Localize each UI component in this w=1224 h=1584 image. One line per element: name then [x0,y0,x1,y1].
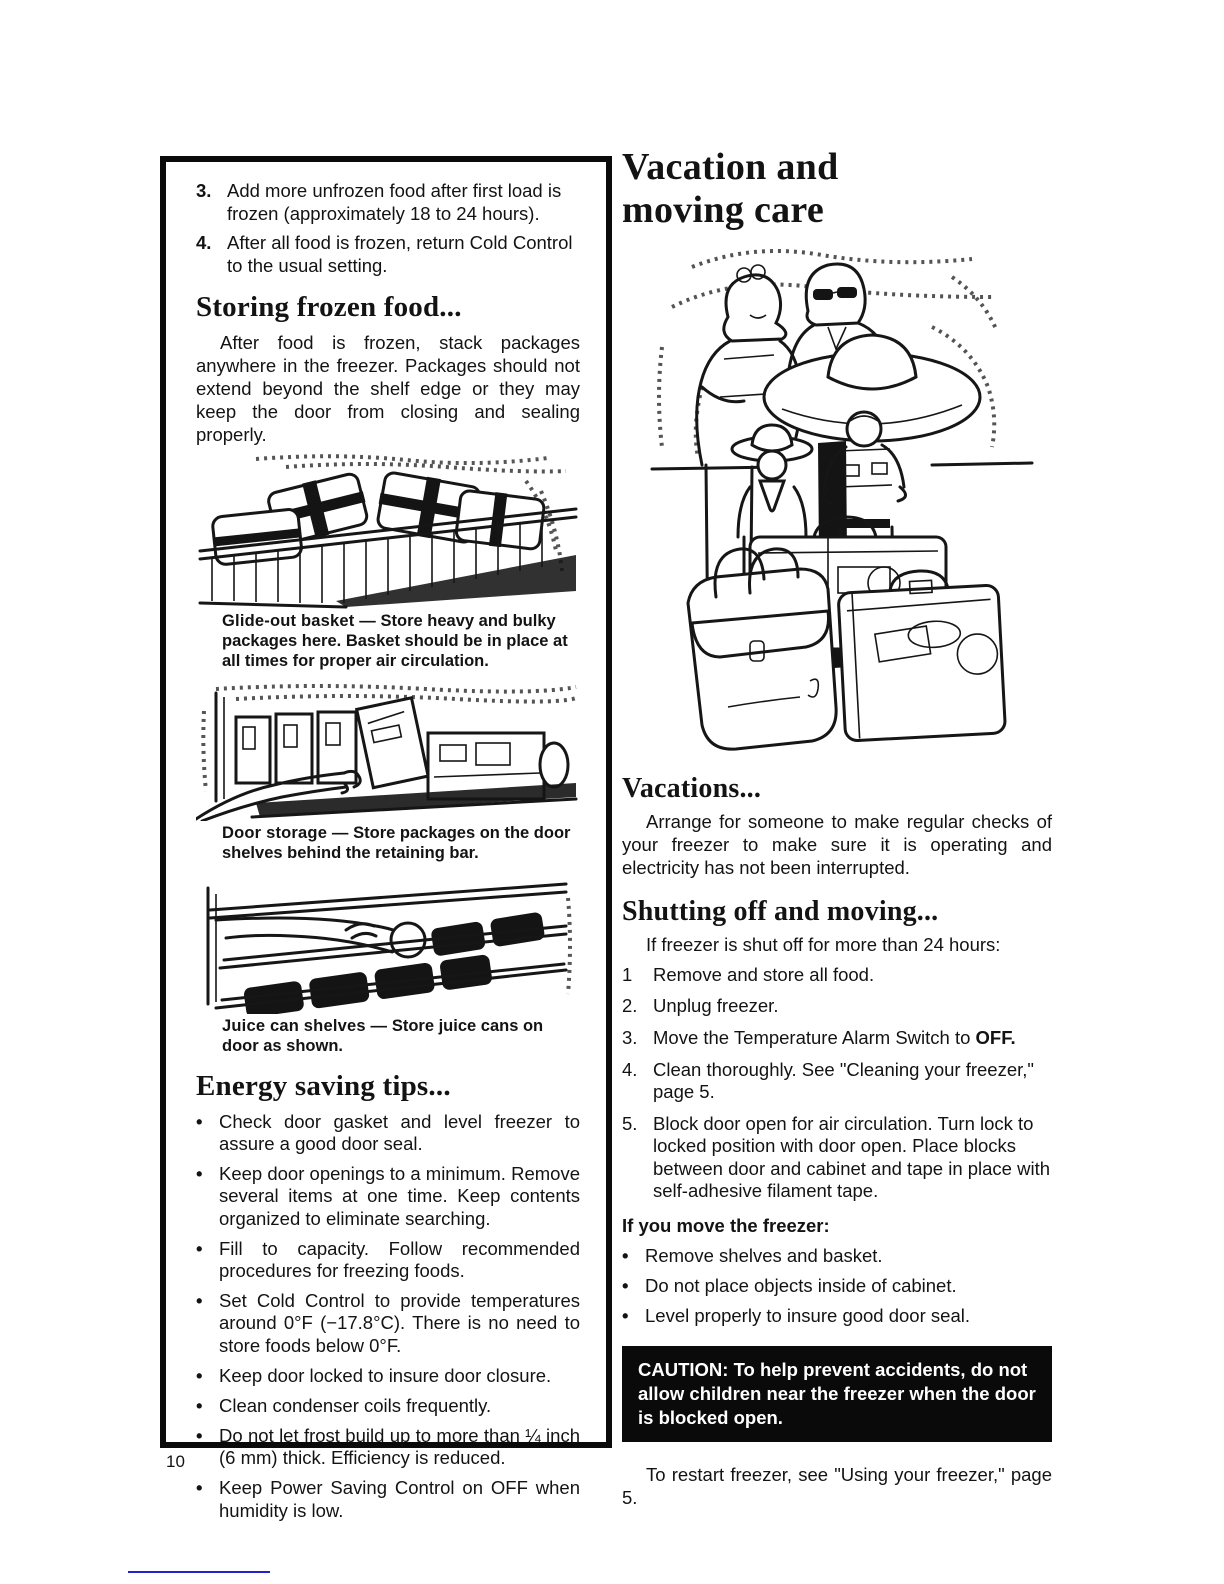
section-title-energy: Energy saving tips... [196,1069,451,1102]
step-text: Add more unfrozen food after first load is frozen (approximately 18 to 24 hours). [227,180,562,224]
caution-box: CAUTION: To help prevent accidents, do not allow children near the freezer when the door is blocked open. [622,1346,1052,1442]
title-line-1: Vacation and [622,146,839,188]
tip-text: Clean condenser coils frequently. [219,1394,492,1416]
shutting-steps-list [622,964,1052,1203]
caption-lead: Glide-out basket — [222,611,376,630]
step-number: 3. [196,180,212,201]
vacations-paragraph: Arrange for someone to make regular checks of your freezer to make sure it is operating and electricity has not been interrupted. [622,811,1052,878]
tip-text: Fill to capacity. Follow recommended procedures for freezing foods. [219,1237,580,1281]
caption-lead: Juice can shelves — [222,1016,388,1035]
door-storage-illustration [196,681,580,821]
caption-text: Store juice cans on door as shown. [222,1016,544,1055]
family-vacation-illustration [632,237,1052,757]
tip-text: Keep door locked to insure door closure. [219,1364,552,1386]
glide-out-basket-illustration [196,451,580,609]
list-item [622,1113,1052,1203]
tip-text: Do not let frost build up to more than ¼ inch (6 mm) thick. Efficiency is reduced. [219,1425,580,1469]
list-item [196,1395,580,1417]
section-title-shutting: Shutting off and moving... [622,895,939,927]
list-item [196,1163,580,1230]
list-item [196,1365,580,1387]
right-column [622,146,1052,1512]
move-freezer-list [622,1245,1052,1328]
tip-text: Keep door openings to a minimum. Remove several items at one time. Keep contents organized to eliminate searching. [219,1163,580,1229]
figure-caption [196,823,580,863]
step-text [653,1113,1052,1203]
caption-text: Store packages on the door shelves behind the retaining bar. [222,824,571,863]
energy-tips-list [196,1111,580,1522]
step-text-main: Remove and store all food. [653,963,875,985]
list-item [622,964,1052,987]
section-title-vacations: Vacations... [622,773,762,805]
bullet-icon: • [196,1110,203,1132]
page-number: 10 [166,1452,185,1471]
step-text [653,1027,1016,1050]
bullet-icon: • [196,1364,203,1386]
step-number: 1 [622,963,633,985]
list-item [196,1290,580,1357]
bullet-text: Remove shelves and basket. [645,1244,883,1266]
step-number: 2. [622,995,638,1017]
bullet-icon: • [622,1305,629,1327]
step-text-main: Unplug freezer. [653,995,779,1017]
step-number: 5. [622,1112,638,1134]
bullet-icon: • [196,1425,203,1447]
list-item [196,1477,580,1521]
bullet-icon: • [196,1237,203,1259]
list-item [622,995,1052,1018]
list-item [622,1245,1052,1267]
step-number: 4. [196,232,212,254]
step-text [653,995,778,1018]
figure-caption [196,1016,580,1056]
title-line-2: moving care [622,188,825,231]
list-item [622,1059,1052,1104]
list-item [622,1275,1052,1297]
restart-paragraph: To restart freezer, see "Using your freezer," page 5. [622,1463,1052,1508]
step-text [653,964,874,987]
freezing-steps-list [196,180,580,277]
juice-can-shelves-illustration [196,874,580,1014]
footer-rule [128,1571,270,1573]
tip-text: Set Cold Control to provide temperatures around 0°F (−17.8°C). There is no need to store foods below 0°F. [219,1290,580,1356]
step-text-main: Move the Temperature Alarm Switch to [653,1027,976,1049]
step-text-main: Block door open for air circulation. Turn lock to locked position with door open. Place blocks between door and cabinet and tape in place with self-adhesive filament tape. [653,1112,1051,1202]
caption-lead: Door storage — [222,824,349,843]
list-item [196,1111,580,1155]
figure-caption [196,611,580,671]
step-number: 3. [622,1027,638,1049]
storing-paragraph: After food is frozen, stack packages anywhere in the freezer. Packages should not extend beyond the shelf edge or they may keep the door from closing and sealing properly. [196,332,580,445]
bullet-text: Do not place objects inside of cabinet. [645,1275,957,1297]
bullet-icon: • [196,1394,203,1416]
step-number: 4. [622,1058,638,1080]
list-item [196,1238,580,1282]
tip-text: Keep Power Saving Control on OFF when humidity is low. [219,1477,580,1521]
bullet-icon: • [622,1244,629,1266]
list-item [622,1305,1052,1327]
section-title-storing: Storing frozen food... [196,291,462,324]
bullet-text: Level properly to insure good door seal. [645,1305,970,1327]
tip-text: Check door gasket and level freezer to assure a good door seal. [219,1110,580,1154]
shutting-intro: If freezer is shut off for more than 24 hours: [646,933,1001,955]
bullet-icon: • [196,1290,203,1312]
step-text-bold: OFF. [975,1027,1016,1049]
list-item [196,180,580,225]
caption-text: Store heavy and bulky packages here. Basket should be in place at all times for proper air circulation. [222,611,568,671]
page-title [622,146,1052,231]
list-item [196,1425,580,1469]
bullet-icon: • [196,1163,203,1185]
bullet-icon: • [622,1275,629,1297]
step-text: After all food is frozen, return Cold Control to the usual setting. [227,232,573,276]
step-text-main: Clean thoroughly. See "Cleaning your freezer," page 5. [653,1058,1034,1103]
step-text [653,1059,1052,1104]
move-freezer-subhead: If you move the freezer: [622,1214,830,1236]
list-item [196,232,580,277]
list-item [622,1027,1052,1050]
bullet-icon: • [196,1477,203,1499]
